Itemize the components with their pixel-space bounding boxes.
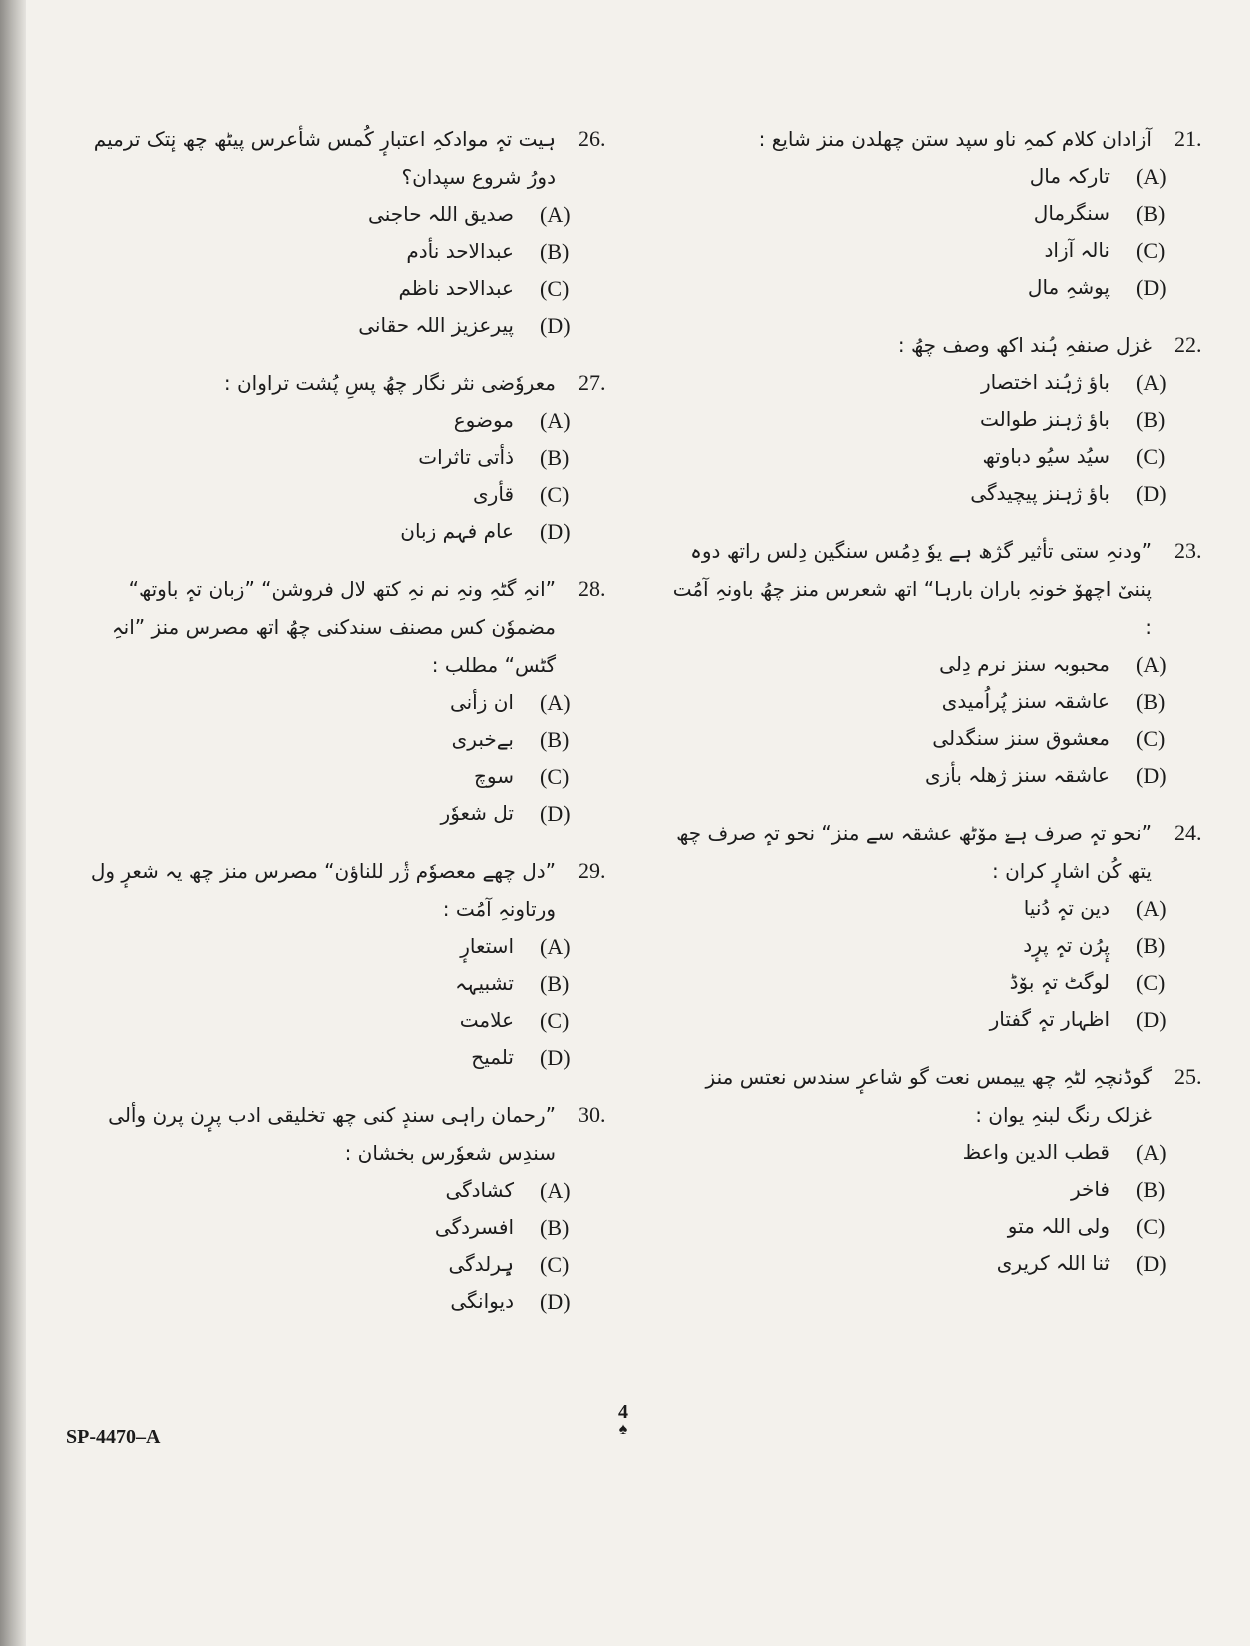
option-c — [64, 1246, 624, 1283]
question-text: ہیت تہٕ موادکہِ اعتبارٕ کُمس شأعرس پیٹھ چھ نٕتک ترمیم دورُ شروع سپدان؟ — [93, 127, 556, 189]
option-label: (D) — [540, 801, 571, 826]
option-c — [660, 438, 1220, 475]
option-label: (D) — [1136, 275, 1167, 300]
option-label: (A) — [1136, 1140, 1167, 1165]
option-d — [64, 1283, 624, 1320]
question-number: 26. — [578, 126, 606, 151]
option-c — [660, 1208, 1220, 1245]
option-a — [64, 402, 624, 439]
option-label: (B) — [1136, 1177, 1166, 1202]
option-label: (B) — [540, 445, 570, 470]
option-text: باؤ ژہنز پیچیدگی — [970, 481, 1110, 505]
option-text: ان زأنی — [449, 690, 514, 714]
option-label: (A) — [540, 408, 571, 433]
option-a — [64, 928, 624, 965]
question-text: ”انہِ گٹہِ ونہِ نم نہِ کتھ لال فروشن“ ”زبان تہٕ باوتھ“ مضموٗن کس مصنف سندکنی چھُ اتھ مصرس منز ”انہِ گٹس“ مطلب : — [111, 577, 556, 677]
option-b — [660, 927, 1220, 964]
option-label: (D) — [540, 1045, 571, 1070]
option-a — [660, 890, 1220, 927]
option-text: بےخبری — [451, 727, 514, 751]
option-label: (B) — [1136, 689, 1166, 714]
option-label: (B) — [1136, 407, 1166, 432]
option-text: فاخر — [1070, 1177, 1110, 1201]
option-label: (C) — [1136, 1214, 1166, 1239]
option-text: تشبیہہ — [455, 971, 514, 995]
question-number: 23. — [1174, 538, 1202, 563]
question-text: ”دل چھے معصوٗم ژٔر للناؤن“ مصرس منز چھ یہ شعرٕ ول ورتاونہِ آمُت : — [90, 859, 556, 921]
option-text: عاشقہ سنز ژھلہ بأزی — [924, 763, 1110, 787]
option-text: کشادگی — [445, 1178, 514, 1202]
option-text: محبوبہ سنز نرم دِلی — [939, 652, 1110, 676]
option-a — [64, 1172, 624, 1209]
spade-icon: ♠ — [618, 1421, 628, 1438]
option-c — [660, 720, 1220, 757]
question-number: 30. — [578, 1102, 606, 1127]
question-text: غزل صنفہِ ہُند اکھ وصف چھُ : — [897, 333, 1152, 357]
option-b — [660, 195, 1220, 232]
option-label: (A) — [540, 690, 571, 715]
option-label: (C) — [540, 482, 570, 507]
option-b — [660, 401, 1220, 438]
option-a — [660, 646, 1220, 683]
option-d — [64, 307, 624, 344]
option-label: (B) — [1136, 201, 1166, 226]
option-b — [64, 439, 624, 476]
option-label: (A) — [540, 1178, 571, 1203]
option-b — [64, 721, 624, 758]
option-text: عاشقہ سنز پُراُمیدی — [941, 689, 1110, 713]
option-text: عبدالاحد نأدم — [406, 239, 514, 263]
option-label: (C) — [1136, 970, 1166, 995]
option-text: استعارٕ — [460, 934, 514, 958]
question-30 — [64, 1096, 624, 1320]
option-label: (C) — [1136, 444, 1166, 469]
option-text: پیرعزیز اللہ حقانی — [358, 313, 514, 337]
option-text: ہٕرلدگی — [448, 1252, 514, 1276]
option-text: نالہ آزاد — [1044, 238, 1110, 262]
option-b — [660, 683, 1220, 720]
option-text: سوچ — [474, 764, 514, 788]
option-text: افسردگی — [434, 1215, 514, 1239]
option-a — [660, 364, 1220, 401]
option-text: ثنا اللہ کریری — [996, 1251, 1110, 1275]
option-label: (C) — [540, 276, 570, 301]
page-number — [608, 1402, 638, 1438]
option-d — [660, 475, 1220, 512]
question-number: 25. — [1174, 1064, 1202, 1089]
option-text: علامت — [459, 1008, 514, 1032]
option-label: (A) — [1136, 370, 1167, 395]
option-text: تلمیح — [471, 1045, 514, 1069]
option-label: (D) — [1136, 1007, 1167, 1032]
option-label: (B) — [540, 1215, 570, 1240]
option-d — [660, 269, 1220, 306]
option-d — [64, 1039, 624, 1076]
option-b — [64, 233, 624, 270]
option-c — [64, 476, 624, 513]
option-text: معشوق سنز سنگدلی — [932, 726, 1110, 750]
booklet-code: SP-4470–A — [66, 1426, 161, 1448]
option-d — [64, 795, 624, 832]
option-text: لوگٹ تہٕ بوٚڈ — [1009, 970, 1110, 994]
option-label: (A) — [1136, 896, 1167, 921]
option-c — [660, 964, 1220, 1001]
option-c — [64, 758, 624, 795]
option-label: (C) — [540, 1008, 570, 1033]
option-c — [660, 232, 1220, 269]
option-b — [64, 1209, 624, 1246]
option-text: قأری — [473, 482, 514, 506]
option-text: صدیق اللہ حاجنی — [368, 202, 514, 226]
question-number: 21. — [1174, 126, 1202, 151]
option-text: عام فہم زبان — [400, 519, 514, 543]
question-21 — [660, 120, 1220, 306]
option-a — [64, 684, 624, 721]
question-24 — [660, 814, 1220, 1038]
option-d — [64, 513, 624, 550]
question-number: 24. — [1174, 820, 1202, 845]
option-text: قطب الدین واعظ — [962, 1140, 1110, 1164]
question-number: 27. — [578, 370, 606, 395]
option-label: (B) — [540, 971, 570, 996]
option-text: پٕرُن تہٕ پرٕد — [1023, 933, 1110, 957]
option-label: (A) — [1136, 164, 1167, 189]
option-text: ذأتی تاثرات — [418, 445, 514, 469]
option-label: (B) — [540, 727, 570, 752]
question-number: 22. — [1174, 332, 1202, 357]
question-text: ”ودنہِ ستی تأثیر گژھ ہے یوٗ دِمُس سنگین دِلس راتھ دوہ پننیٚ اچھوٚ خونہِ باران بارہا“ اتھ شعرس منز چھُ باونہِ آمُت : — [672, 539, 1152, 639]
question-22 — [660, 326, 1220, 512]
question-text: گوڈنچہِ لٹہِ چھ ییمس نعت گو شاعرٕ سندس نعتس منز غزلک رنگ لبنہِ یوان : — [705, 1065, 1152, 1127]
option-c — [64, 270, 624, 307]
scan-edge-shadow — [0, 0, 26, 1646]
option-b — [64, 965, 624, 1002]
option-d — [660, 1001, 1220, 1038]
option-text: دیوانگی — [450, 1289, 514, 1313]
option-text: تل شعوٗر — [440, 801, 514, 825]
option-text: سنگرمال — [1033, 201, 1110, 225]
option-label: (B) — [1136, 933, 1166, 958]
option-a — [660, 1134, 1220, 1171]
option-b — [660, 1171, 1220, 1208]
question-23 — [660, 532, 1220, 794]
question-column-left — [64, 120, 624, 1320]
option-a — [660, 158, 1220, 195]
question-text: معروٗضی نثر نگار چھُ پسِ پُشت تراوان : — [223, 371, 556, 395]
question-28 — [64, 570, 624, 832]
option-label: (D) — [1136, 763, 1167, 788]
option-label: (C) — [540, 1252, 570, 1277]
option-d — [660, 1245, 1220, 1282]
option-label: (D) — [540, 313, 571, 338]
option-label: (A) — [1136, 652, 1167, 677]
question-29 — [64, 852, 624, 1076]
question-text: ”رحمان راہی سندٕ کنی چھ تخلیقی ادب پرٕن پرن وألی سندِس شعوٗرس بخشان : — [108, 1103, 556, 1165]
option-text: باؤ ژہُند اختصار — [981, 370, 1110, 394]
option-text: پوشہِ مال — [1027, 275, 1110, 299]
option-text: تارکہ مال — [1029, 164, 1110, 188]
option-label: (A) — [540, 202, 571, 227]
option-label: (B) — [540, 239, 570, 264]
question-text: آزادان کلام کمہِ ناو سپد ستن چھلدن منز شایع : — [758, 127, 1152, 151]
option-label: (D) — [540, 519, 571, 544]
page-number-value: 4 — [618, 1401, 628, 1423]
option-label: (D) — [1136, 1251, 1167, 1276]
option-text: دین تہٕ دُنیا — [1023, 896, 1110, 920]
option-label: (C) — [1136, 238, 1166, 263]
option-text: باؤ ژہنز طوالت — [979, 407, 1110, 431]
question-27 — [64, 364, 624, 550]
option-label: (A) — [540, 934, 571, 959]
option-c — [64, 1002, 624, 1039]
option-label: (C) — [1136, 726, 1166, 751]
option-text: موضوع — [453, 408, 514, 432]
option-label: (D) — [1136, 481, 1167, 506]
option-text: سیُد سیُو دباوتھ — [982, 444, 1110, 468]
option-text: عبدالاحد ناظم — [398, 276, 514, 300]
option-a — [64, 196, 624, 233]
question-number: 28. — [578, 576, 606, 601]
option-label: (C) — [540, 764, 570, 789]
question-text: ”نحو تہٕ صرف ہےٚ موٚٹھ عشقہ سے منز“ نحو تہٕ صرف چھ یتھ کُن اشارٕ کران : — [676, 821, 1152, 883]
question-number: 29. — [578, 858, 606, 883]
option-text: اظہار تہٕ گفتار — [989, 1007, 1110, 1031]
option-d — [660, 757, 1220, 794]
question-column-right — [660, 120, 1220, 1282]
option-label: (D) — [540, 1289, 571, 1314]
option-text: ولی اللہ متو — [1007, 1214, 1110, 1238]
question-25 — [660, 1058, 1220, 1282]
question-26 — [64, 120, 624, 344]
